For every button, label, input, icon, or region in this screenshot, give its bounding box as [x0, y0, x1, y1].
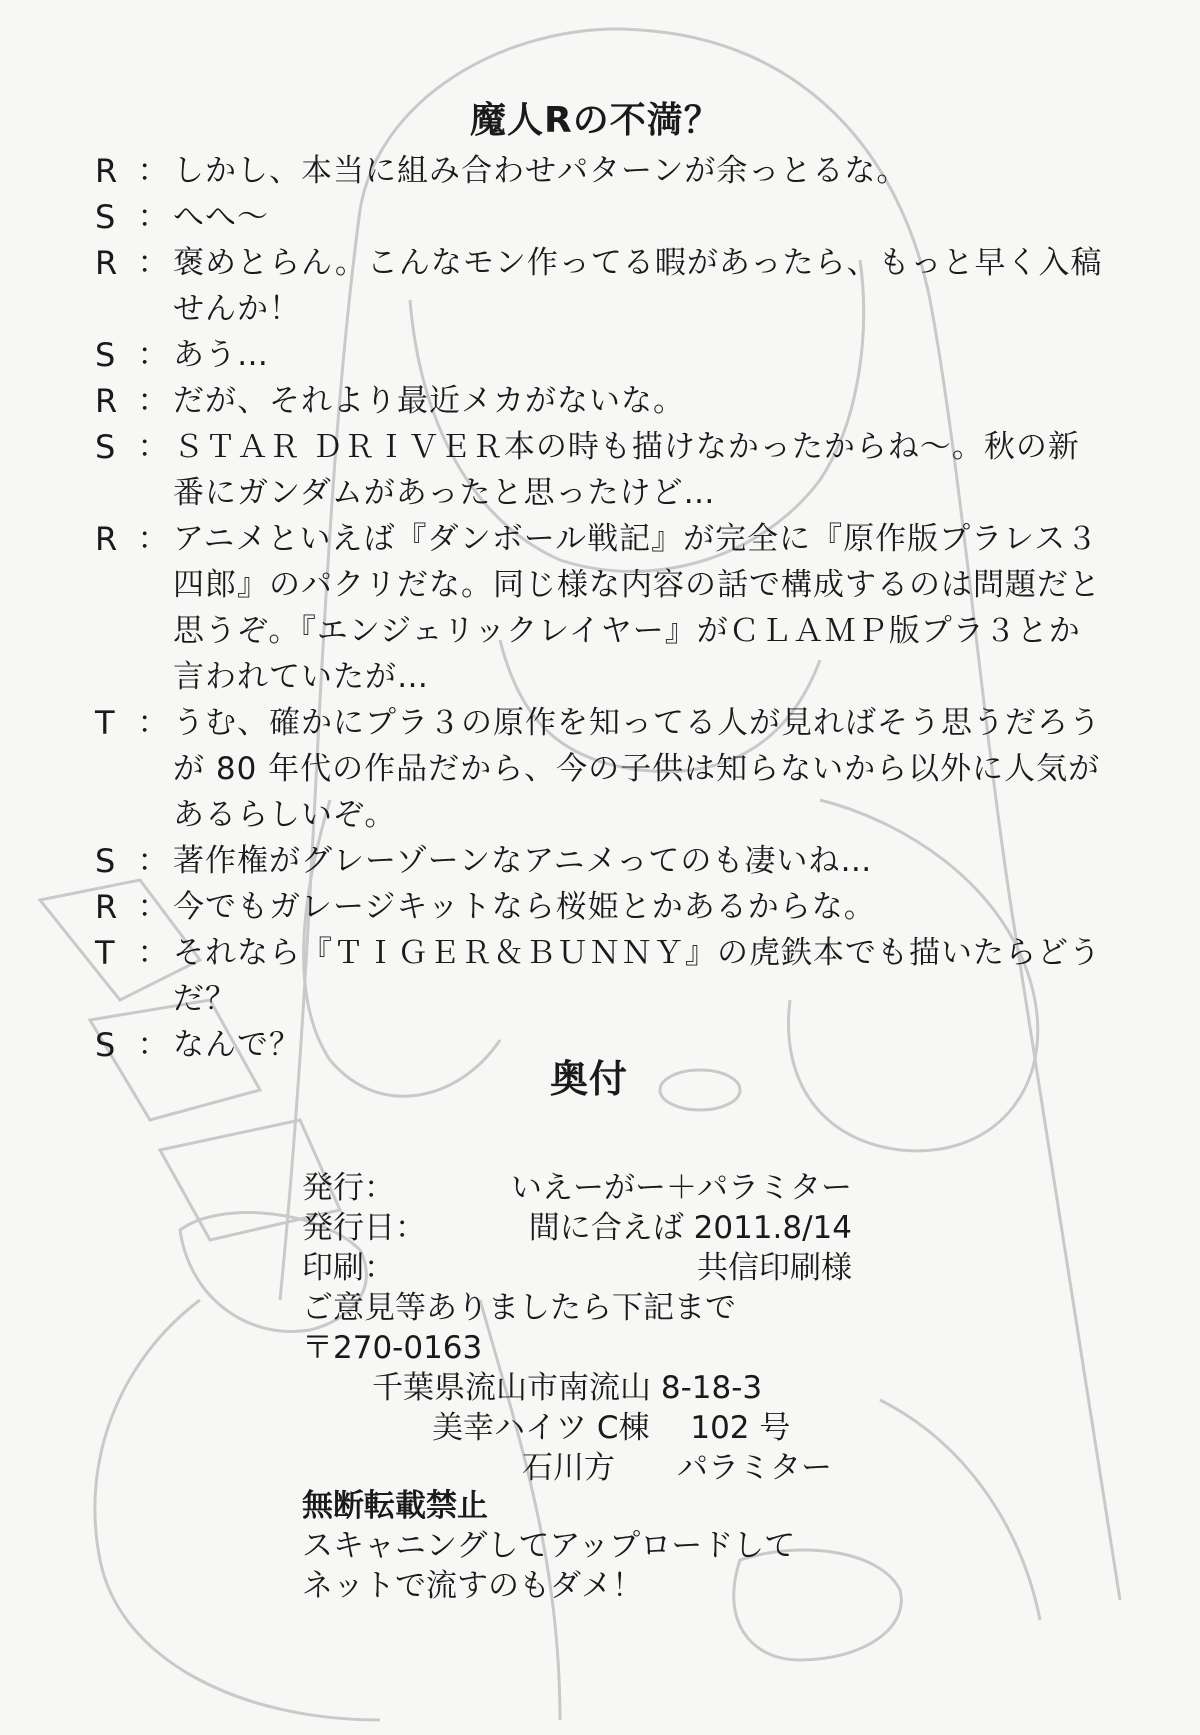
contact-note: ご意見等ありましたら下記まで	[302, 1290, 736, 1326]
colon: ：	[137, 153, 169, 189]
date-value: 間に合えば 2011.8/14	[528, 1210, 852, 1246]
dialogue-text: ＳＴＡＲ ＤＲＩＶＥＲ本の時も描けなかったからね～。秋の新 番にガンダムがあったと思ったけど…	[173, 429, 1080, 511]
dialogue-line	[95, 516, 1135, 700]
dialogue-line	[95, 700, 1135, 838]
dialogue-list	[95, 148, 1135, 1068]
dialogue-text: 今でもガレージキットなら桜姫とかあるからな。	[173, 889, 876, 925]
dialogue-text: それなら『ＴＩＧＥＲ＆ＢＵＮＮＹ』の虎鉄本でも描いたらどう だ？	[173, 935, 1101, 1017]
dialogue-line	[95, 148, 1135, 194]
speaker: R	[95, 152, 118, 190]
colon: ：	[137, 383, 169, 419]
dialogue-text: 褒めとらん。こんなモン作ってる暇があったら、もっと早く入稿 せんか！	[173, 245, 1103, 327]
copyright-notice	[302, 1486, 902, 1606]
speaker: T	[95, 934, 115, 972]
publisher-row	[302, 1168, 862, 1208]
speaker: R	[95, 888, 118, 926]
address-line: 美幸ハイツ C棟 102 号	[432, 1410, 791, 1446]
dialogue-line	[95, 838, 1135, 884]
dialogue-text: 著作権がグレーゾーンなアニメってのも凄いね…	[173, 843, 873, 879]
dialogue-text: あう…	[173, 337, 269, 373]
colon: ：	[137, 1027, 169, 1063]
publisher-value: いえーがー＋パラミター	[511, 1170, 852, 1206]
colon: ：	[137, 245, 169, 281]
publisher-label: 発行：	[302, 1170, 395, 1206]
notice-line: ネットで流すのもダメ！	[302, 1568, 643, 1604]
dialogue-text: アニメといえば『ダンボール戦記』が完全に『原作版プラレス３ 四郎』のパクリだな。同じ様な内容の話で構成するのは問題だと 思うぞ。『エンジェリックレイヤー』がＣＬＡＭＰ版プラ３とか 言われていたが…	[173, 521, 1101, 695]
dialogue-line	[95, 930, 1135, 1022]
speaker: S	[95, 428, 116, 466]
speaker: S	[95, 1026, 116, 1064]
colophon-title: 奥付	[550, 1057, 629, 1101]
colon: ：	[137, 199, 169, 235]
print-label: 印刷：	[302, 1250, 395, 1286]
colon: ：	[137, 429, 169, 465]
colon: ：	[137, 521, 169, 557]
dialogue-line	[95, 240, 1135, 332]
date-row	[302, 1208, 862, 1248]
colon: ：	[137, 705, 169, 741]
print-row	[302, 1248, 862, 1288]
colon: ：	[137, 337, 169, 373]
speaker: R	[95, 244, 118, 282]
colon: ：	[137, 843, 169, 879]
speaker: S	[95, 842, 116, 880]
postal-code: 〒270-0163	[302, 1330, 483, 1366]
speaker: R	[95, 382, 118, 420]
dialogue-text: へへ～	[173, 199, 269, 235]
dialogue-line	[95, 424, 1135, 516]
notice-heading: 無断転載禁止	[302, 1488, 488, 1524]
speaker: S	[95, 336, 116, 374]
dialogue-text: なんで？	[173, 1027, 301, 1063]
dialogue-text: だが、それより最近メカがないな。	[173, 383, 685, 419]
dialogue-line	[95, 884, 1135, 930]
page-title: 魔人Rの不満？	[470, 100, 721, 141]
colon: ：	[137, 889, 169, 925]
dialogue-line	[95, 332, 1135, 378]
dialogue-line	[95, 378, 1135, 424]
print-value: 共信印刷様	[697, 1250, 852, 1286]
colophon	[302, 1168, 862, 1488]
dialogue-text: うむ、確かにプラ３の原作を知ってる人が見ればそう思うだろう が 80 年代の作品だから、今の子供は知らないから以外に人気が あるらしいぞ。	[173, 705, 1101, 833]
address-line: 石川方 パラミター	[522, 1450, 832, 1486]
colon: ：	[137, 935, 169, 971]
dialogue-line	[95, 194, 1135, 240]
speaker: S	[95, 198, 116, 236]
dialogue-text: しかし、本当に組み合わせパターンが余っとるな。	[173, 153, 909, 189]
speaker: T	[95, 704, 115, 742]
date-label: 発行日：	[302, 1210, 426, 1246]
notice-line: スキャニングしてアップロードして	[302, 1528, 796, 1564]
address-line: 千葉県流山市南流山 8-18-3	[372, 1370, 763, 1406]
speaker: R	[95, 520, 118, 558]
